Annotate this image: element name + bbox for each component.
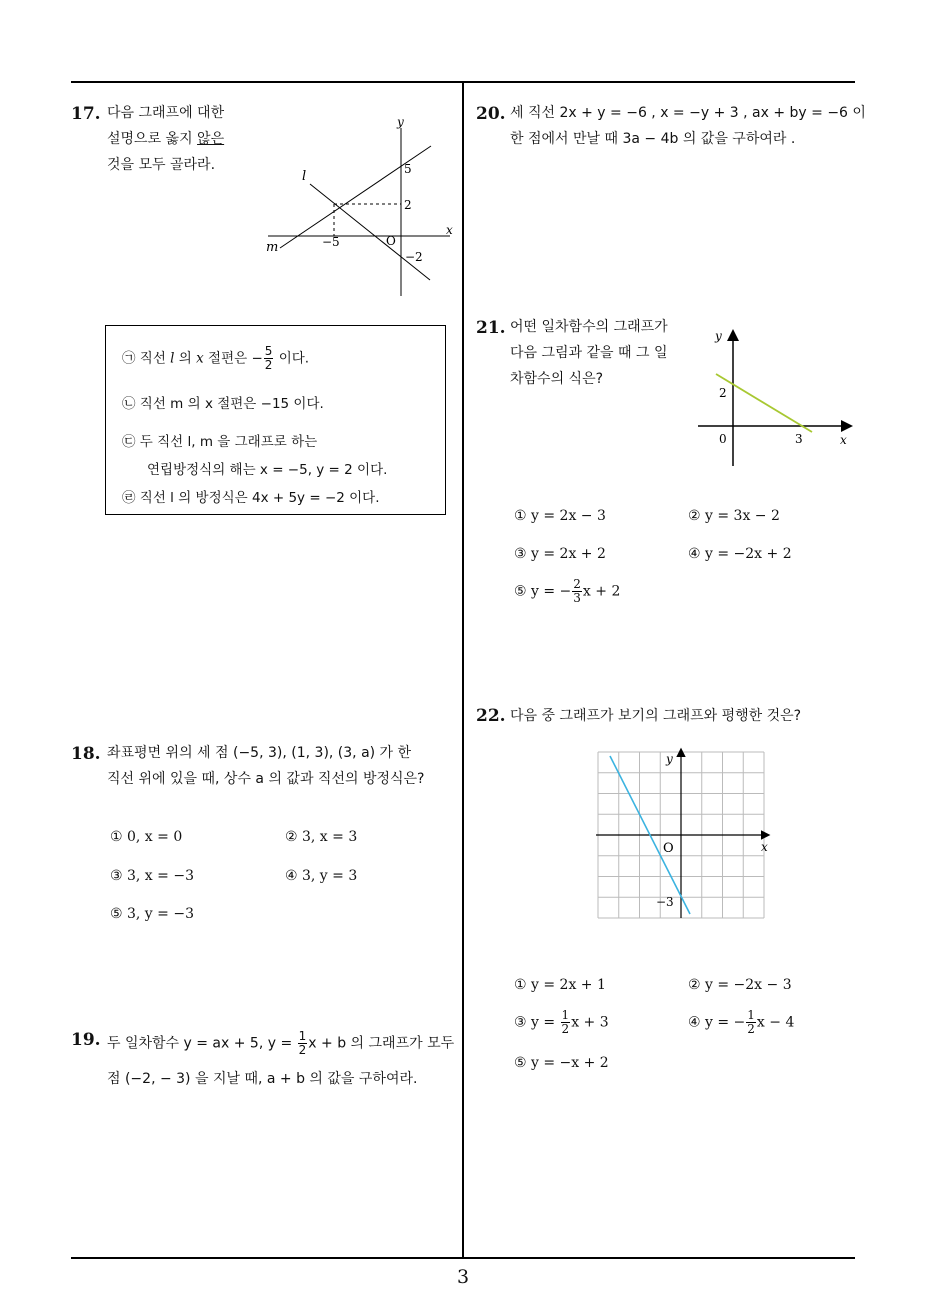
q21-option-1[interactable]: ① y = 2x − 3 bbox=[514, 508, 606, 524]
q22-graph bbox=[592, 746, 774, 926]
q18-option-5[interactable]: ⑤ 3, y = −3 bbox=[110, 906, 194, 922]
q17-underlined: 않은 bbox=[197, 131, 225, 147]
q17-line2: 설명으로 옳지 않은 bbox=[107, 131, 225, 147]
q21-x-label: x bbox=[840, 433, 847, 447]
q20-line1: 세 직선 2x + y = −6 , x = −y + 3 , ax + by = −6 이 bbox=[510, 105, 866, 121]
q18-option-2[interactable]: ② 3, x = 3 bbox=[285, 829, 358, 845]
q17-tick-neg5: −5 bbox=[322, 235, 340, 249]
q17-l-label: l bbox=[302, 169, 307, 184]
q17-line3: 것을 모두 골라라. bbox=[107, 157, 216, 173]
q17-tick-2: 2 bbox=[404, 198, 412, 212]
q17-x-label: x bbox=[446, 223, 453, 237]
q21-y-label: y bbox=[715, 329, 722, 343]
q21-text bbox=[510, 314, 668, 392]
q17-statement-3b: 연립방정식의 해는 x = −5, y = 2 이다. bbox=[147, 462, 388, 478]
q22-option-4[interactable]: ④ y = − $\frac{1}{2}$ x − 4 bbox=[688, 1008, 795, 1036]
q21-line bbox=[716, 374, 812, 432]
q22-option-1[interactable]: ① y = 2x + 1 bbox=[514, 977, 606, 993]
q17-number: 17. bbox=[71, 104, 101, 124]
q22-x-label: x bbox=[761, 840, 768, 854]
q22-y-label: y bbox=[666, 752, 673, 766]
q18-option-4[interactable]: ④ 3, y = 3 bbox=[285, 868, 358, 884]
q21-graph bbox=[692, 322, 856, 470]
q17-graph bbox=[260, 108, 460, 308]
q19-line2: 점 (−2, − 3) 을 지날 때, a + b 의 값을 구하여라. bbox=[107, 1071, 418, 1087]
q21-origin: 0 bbox=[719, 432, 727, 446]
q21-option-2[interactable]: ② y = 3x − 2 bbox=[688, 508, 780, 524]
q18-option-3[interactable]: ③ 3, x = −3 bbox=[110, 868, 194, 884]
q17-tick-neg2: −2 bbox=[405, 250, 423, 264]
q20-text bbox=[510, 100, 866, 152]
q17-line1: 다음 그래프에 대한 bbox=[107, 105, 225, 121]
q21-option-3[interactable]: ③ y = 2x + 2 bbox=[514, 546, 606, 562]
q21-tick-2: 2 bbox=[719, 386, 727, 400]
q20-number: 20. bbox=[476, 104, 506, 124]
q22-option-3[interactable]: ③ y = $\frac{1}{2}$ x + 3 bbox=[514, 1008, 609, 1036]
q17-text bbox=[107, 100, 224, 178]
q17-origin: O bbox=[386, 234, 396, 248]
q17-y-label: y bbox=[397, 115, 404, 129]
q17-statement-3: ㉢ 두 직선 l, m 을 그래프로 하는 bbox=[122, 434, 318, 450]
q21-line1: 어떤 일차함수의 그래프가 bbox=[510, 319, 668, 335]
q17-m-label: m bbox=[266, 240, 279, 255]
page-number: 3 bbox=[456, 1266, 470, 1288]
q21-option-4[interactable]: ④ y = −2x + 2 bbox=[688, 546, 792, 562]
q18-number: 18. bbox=[71, 744, 101, 764]
q21-option-5[interactable]: ⑤ y = − $\frac{2}{3}$ x + 2 bbox=[514, 577, 621, 605]
q18-text bbox=[107, 740, 424, 792]
q22-tick-neg3: −3 bbox=[656, 895, 674, 909]
q22-origin: O bbox=[663, 841, 674, 856]
q19-line1: 두 일차함수 y = ax + 5, y = $\frac{1}{2}$ x + b 의 그래프가 모두 bbox=[107, 1029, 455, 1057]
q22-number: 22. bbox=[476, 706, 506, 726]
q22-option-5[interactable]: ⑤ y = −x + 2 bbox=[514, 1055, 609, 1071]
q17-statement-4: ㉣ 직선 l 의 방정식은 4x + 5y = −2 이다. bbox=[122, 490, 380, 506]
q19-number: 19. bbox=[71, 1030, 101, 1050]
q17-statement-2: ㉡ 직선 m 의 x 절편은 −15 이다. bbox=[122, 396, 324, 412]
q21-line3: 차함수의 식은? bbox=[510, 371, 604, 387]
q18-line1: 좌표평면 위의 세 점 (−5, 3), (1, 3), (3, a) 가 한 bbox=[107, 745, 412, 761]
q18-line2: 직선 위에 있을 때, 상수 a 의 값과 직선의 방정식은? bbox=[107, 771, 425, 787]
q18-option-1[interactable]: ① 0, x = 0 bbox=[110, 829, 183, 845]
q22-text: 다음 중 그래프가 보기의 그래프와 평행한 것은? bbox=[510, 708, 802, 724]
q17-statement-1: ㉠ 직선 l 의 x 절편은 − $\frac{5}{2}$ 이다. bbox=[122, 344, 310, 372]
q21-tick-3: 3 bbox=[795, 432, 803, 446]
q17-tick-5: 5 bbox=[404, 162, 412, 176]
q21-number: 21. bbox=[476, 318, 506, 338]
column-divider bbox=[462, 82, 464, 1258]
q20-line2: 한 점에서 만날 때 3a − 4b 의 값을 구하여라 . bbox=[510, 131, 796, 147]
q22-option-2[interactable]: ② y = −2x − 3 bbox=[688, 977, 792, 993]
q21-line2: 다음 그림과 같을 때 그 일 bbox=[510, 345, 668, 361]
